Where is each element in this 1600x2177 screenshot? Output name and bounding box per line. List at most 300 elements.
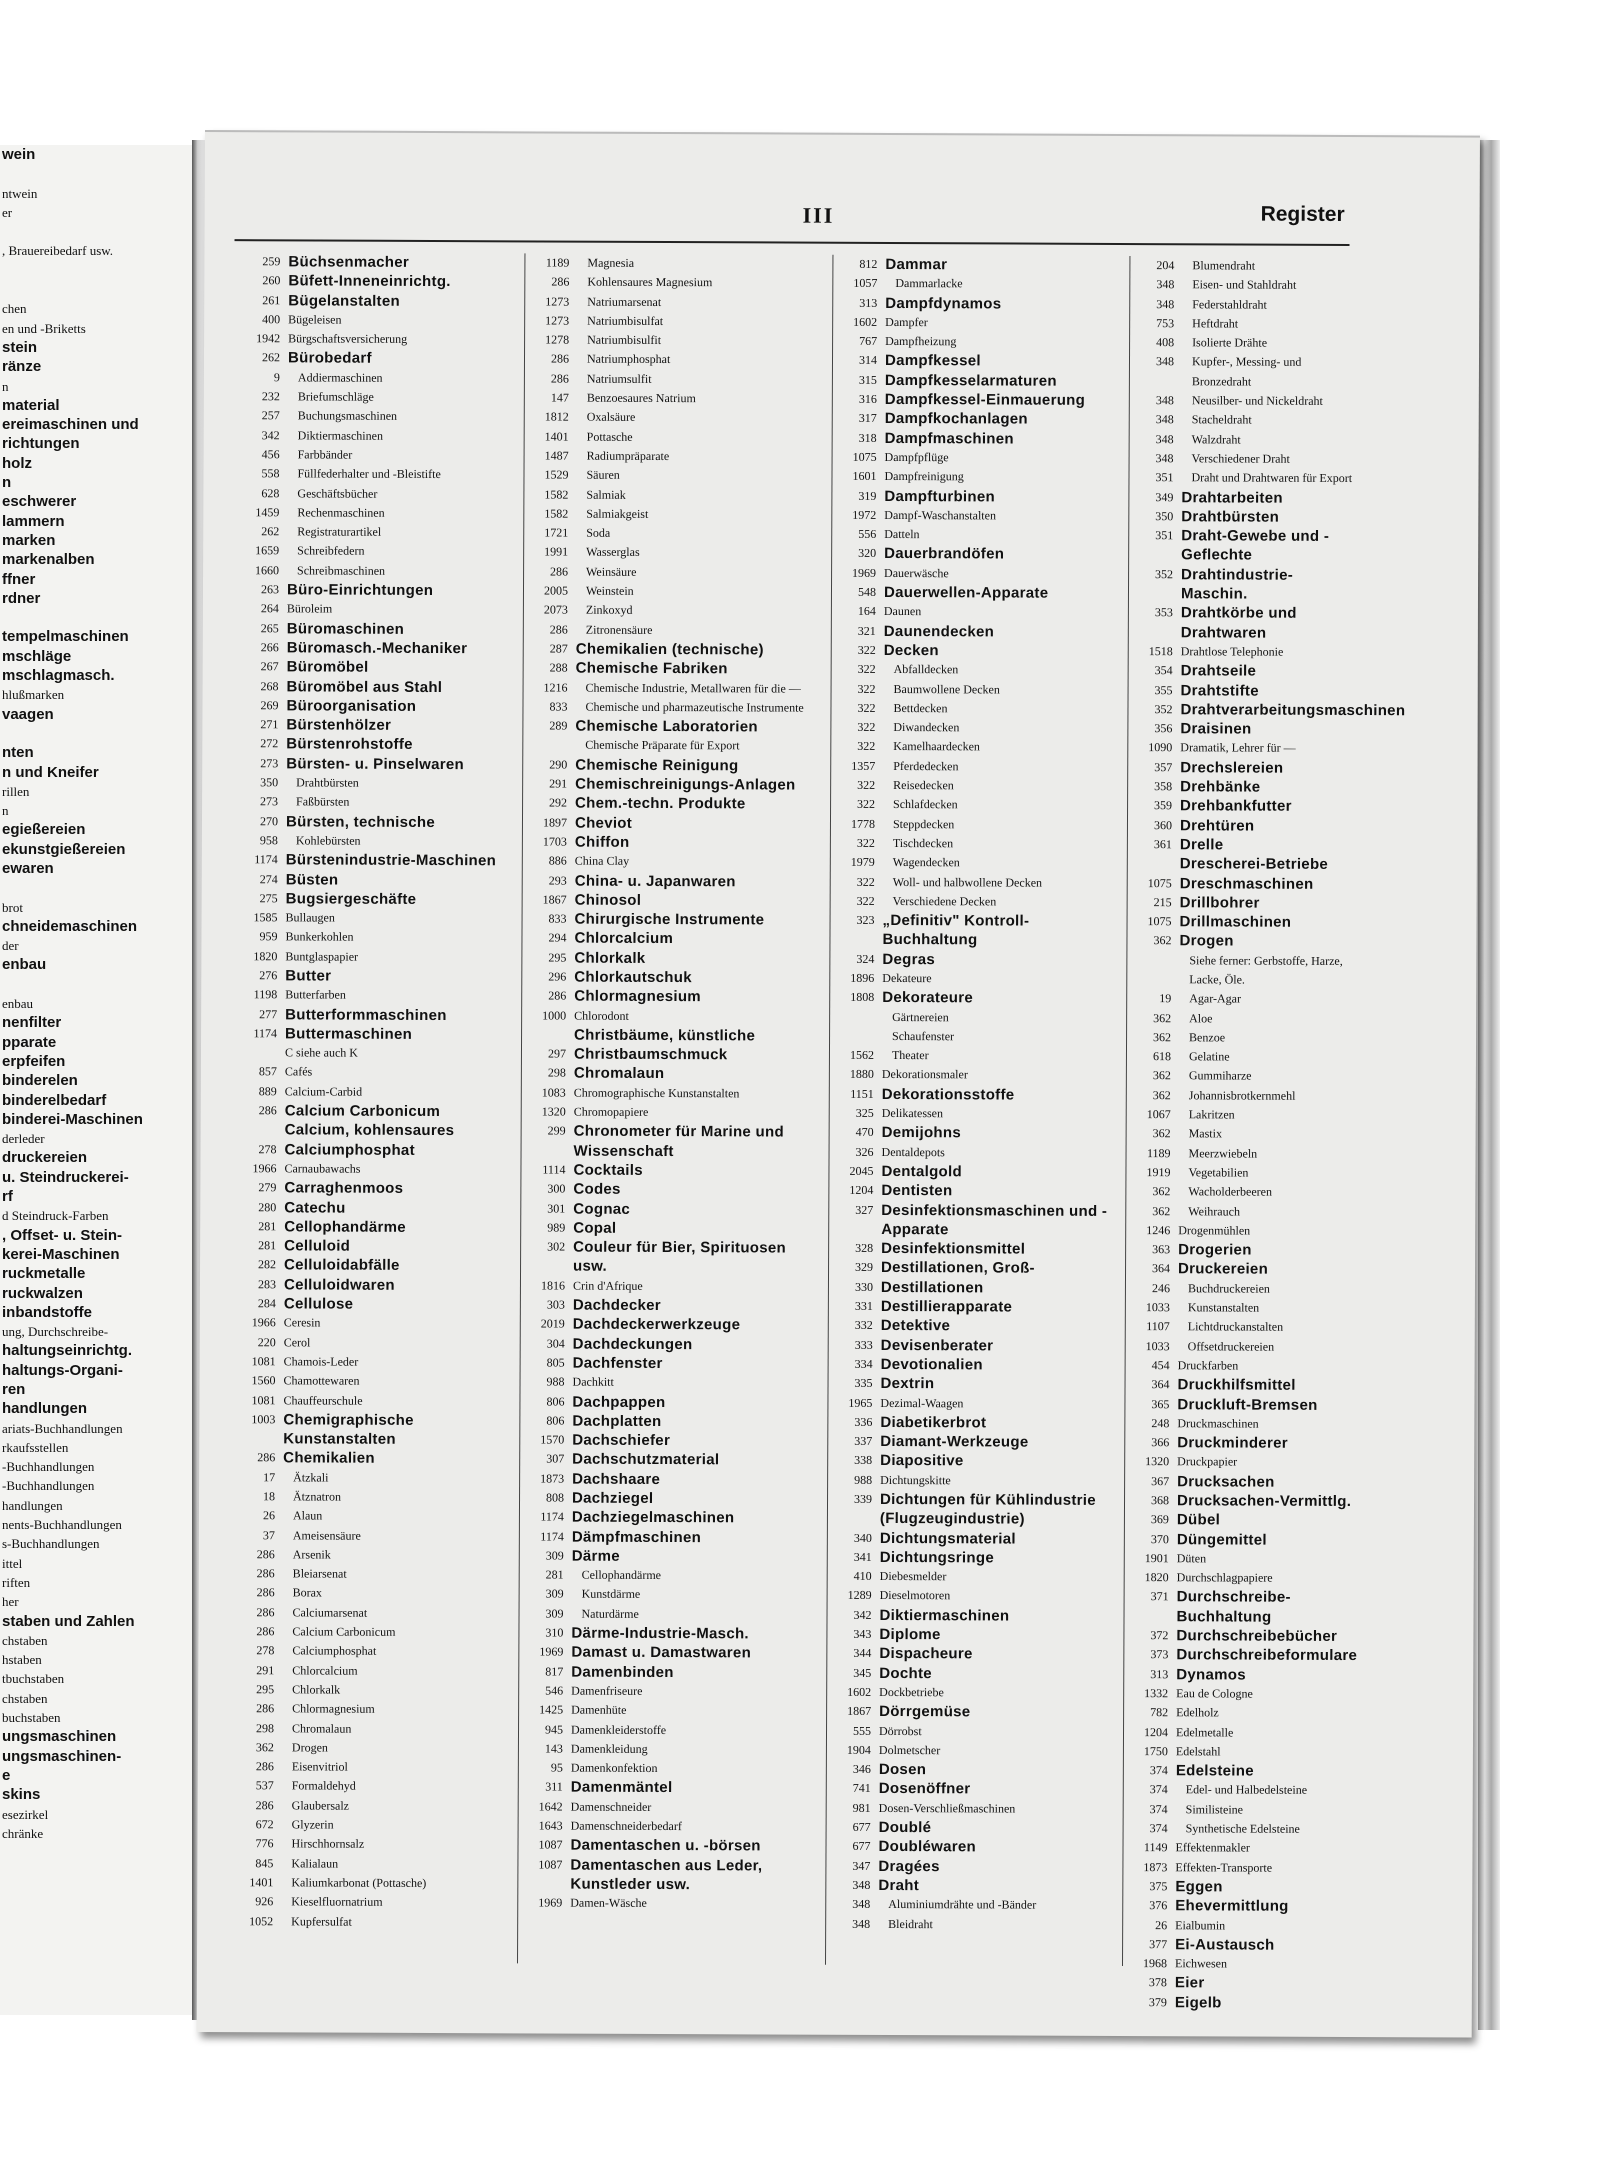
index-entry bbox=[233, 1120, 513, 1141]
index-entry bbox=[1129, 526, 1359, 566]
entry-page-ref: 981 bbox=[852, 1800, 871, 1815]
entry-term: Johannisbrotkernmehl bbox=[1188, 1088, 1296, 1103]
entry-term: Druckereien bbox=[1178, 1260, 1269, 1279]
index-entry bbox=[828, 1586, 1118, 1607]
left-page-line: riften bbox=[2, 1574, 31, 1590]
index-entry bbox=[523, 774, 821, 795]
index-entry bbox=[233, 947, 513, 968]
index-entry bbox=[1124, 1703, 1354, 1723]
entry-term: Benzoesaures Natrium bbox=[586, 390, 696, 406]
entry-page-ref: 767 bbox=[859, 334, 878, 349]
entry-term: Chirurgische Instrumente bbox=[574, 910, 765, 929]
entry-term: Dampfer bbox=[885, 314, 928, 330]
entry-page-ref: 1052 bbox=[249, 1913, 274, 1928]
entry-term: Damenschneiderbedarf bbox=[570, 1818, 682, 1834]
index-entry bbox=[523, 871, 821, 892]
entry-term: Druckmaschinen bbox=[1177, 1416, 1259, 1431]
index-entry bbox=[833, 351, 1123, 372]
entry-page-ref: 343 bbox=[853, 1626, 872, 1642]
index-entry bbox=[833, 332, 1123, 353]
index-entry bbox=[830, 1007, 1120, 1028]
left-page-line: ruckmetalle bbox=[2, 1265, 86, 1283]
entry-page-ref: 295 bbox=[548, 950, 567, 965]
entry-term: Destillationen bbox=[880, 1278, 984, 1297]
entry-term: Crin d'Afrique bbox=[572, 1278, 643, 1293]
entry-term: Weinsäure bbox=[586, 564, 637, 579]
entry-page-ref: 286 bbox=[548, 988, 567, 1003]
index-entry bbox=[1129, 488, 1359, 508]
entry-page-ref: 555 bbox=[852, 1723, 872, 1738]
index-entry bbox=[827, 1760, 1117, 1781]
index-entry bbox=[1126, 1298, 1356, 1318]
entry-term: Drahtstifte bbox=[1180, 681, 1259, 700]
entry-term: Codes bbox=[573, 1180, 621, 1199]
entry-term: Synthetische Edelsteine bbox=[1185, 1821, 1300, 1836]
entry-page-ref: 833 bbox=[549, 699, 568, 714]
index-entry bbox=[236, 349, 516, 370]
entry-term: Drahtbürsten bbox=[296, 775, 359, 790]
entry-page-ref: 1273 bbox=[545, 294, 570, 309]
entry-page-ref: 1189 bbox=[1146, 1145, 1171, 1160]
entry-term: Couleur für Bier, Spirituosen usw. bbox=[573, 1238, 787, 1276]
index-entry bbox=[524, 543, 822, 564]
entry-term: Druckhilfsmittel bbox=[1177, 1376, 1296, 1394]
entry-term: Büroorganisation bbox=[286, 697, 417, 715]
entry-page-ref: 282 bbox=[258, 1257, 277, 1272]
left-page-line: ren bbox=[2, 1381, 26, 1398]
entry-term: Kupfer-, Messing- und Bronzedraht bbox=[1191, 354, 1302, 389]
index-entry bbox=[233, 985, 513, 1006]
entry-page-ref: 286 bbox=[549, 622, 568, 637]
entry-term: Dentisten bbox=[881, 1182, 953, 1200]
entry-term: Farbbänder bbox=[297, 447, 353, 462]
entry-term: Chauffeurschule bbox=[283, 1392, 363, 1408]
index-entry bbox=[235, 484, 515, 505]
index-entry bbox=[1127, 1086, 1357, 1106]
entry-page-ref: 348 bbox=[1155, 354, 1175, 369]
entry-term: Chemischreinigungs-Anlagen bbox=[575, 775, 796, 794]
index-entry bbox=[234, 870, 514, 891]
entry-page-ref: 9 bbox=[273, 370, 280, 385]
entry-term: Chromalaun bbox=[291, 1720, 352, 1736]
entry-term: Blumendraht bbox=[1192, 258, 1256, 273]
entry-term: Chlormagnesium bbox=[574, 987, 701, 1006]
entry-page-ref: 374 bbox=[1149, 1801, 1168, 1816]
entry-term: Walzdraht bbox=[1191, 431, 1241, 447]
entry-page-ref: 364 bbox=[1152, 1261, 1171, 1276]
left-page-line: , Offset- u. Stein- bbox=[2, 1226, 122, 1244]
entry-term: Chromalaun bbox=[573, 1065, 665, 1083]
entry-page-ref: 286 bbox=[258, 1103, 277, 1118]
index-entry bbox=[524, 562, 822, 583]
index-entry bbox=[520, 1508, 818, 1529]
entry-page-ref: 470 bbox=[855, 1125, 874, 1140]
entry-term: Damast u. Damastwaren bbox=[571, 1643, 752, 1662]
index-entry bbox=[525, 253, 823, 274]
entry-page-ref: 348 bbox=[1156, 296, 1175, 311]
index-entry bbox=[828, 1451, 1118, 1472]
entry-page-ref: 286 bbox=[256, 1605, 275, 1620]
entry-page-ref: 1721 bbox=[544, 525, 569, 540]
entry-page-ref: 1033 bbox=[1145, 1338, 1170, 1353]
index-entry bbox=[1125, 1433, 1355, 1453]
index-entry bbox=[1129, 603, 1359, 643]
entry-page-ref: 320 bbox=[858, 546, 877, 561]
entry-page-ref: 378 bbox=[1148, 1975, 1167, 1990]
index-entry bbox=[233, 1063, 513, 1084]
entry-page-ref: 362 bbox=[1152, 1203, 1171, 1218]
index-entry bbox=[520, 1373, 818, 1394]
index-entry bbox=[232, 1294, 512, 1315]
entry-term: Dosen-Verschließmaschinen bbox=[878, 1800, 1016, 1816]
left-page-line: u. Steindruckerei- bbox=[2, 1168, 129, 1186]
entry-term: Diebesmelder bbox=[879, 1569, 947, 1584]
entry-page-ref: 322 bbox=[857, 662, 876, 677]
entry-page-ref: 1873 bbox=[1143, 1859, 1168, 1874]
left-page-line: brot bbox=[2, 899, 23, 915]
index-entry bbox=[230, 1603, 510, 1624]
entry-term: Calciumarsenat bbox=[292, 1605, 368, 1620]
entry-term: Rechenmaschinen bbox=[297, 505, 385, 520]
entry-page-ref: 362 bbox=[1153, 1010, 1172, 1025]
entry-term: Bleidraht bbox=[888, 1916, 933, 1931]
entry-term: Mastix bbox=[1188, 1126, 1223, 1141]
entry-term: Effekten-Transporte bbox=[1175, 1859, 1273, 1875]
entry-page-ref: 370 bbox=[1150, 1531, 1169, 1546]
entry-page-ref: 309 bbox=[545, 1548, 564, 1563]
index-entry bbox=[520, 1430, 818, 1451]
entry-page-ref: 367 bbox=[1151, 1473, 1170, 1488]
entry-term: Diamant-Werkzeuge bbox=[880, 1433, 1029, 1451]
entry-page-ref: 1081 bbox=[251, 1354, 276, 1369]
left-page-line: binderelbedarf bbox=[2, 1091, 107, 1109]
entry-page-ref: 1174 bbox=[540, 1509, 564, 1524]
entry-term: Büromasch.-Mechaniker bbox=[286, 639, 468, 658]
index-entry bbox=[235, 638, 515, 659]
entry-term: Eier bbox=[1174, 1974, 1205, 1992]
index-entry bbox=[230, 1796, 510, 1817]
entry-term: Drahtkörbe und Drahtwaren bbox=[1180, 604, 1297, 642]
entry-term: Lichtdruckanstalten bbox=[1187, 1319, 1284, 1335]
entry-page-ref: 1204 bbox=[849, 1183, 874, 1198]
entry-term: Dörrgemüse bbox=[879, 1703, 971, 1721]
left-page-line: tempelmaschinen bbox=[2, 628, 129, 646]
entry-term: Drahtverarbeitungsmaschinen bbox=[1180, 701, 1406, 720]
index-entry bbox=[829, 1355, 1119, 1376]
entry-term: Drucksachen-Vermittlg. bbox=[1176, 1492, 1352, 1511]
index-entry bbox=[523, 717, 821, 738]
page-title: Register bbox=[1260, 202, 1345, 226]
index-entry bbox=[1124, 1742, 1354, 1762]
entry-term: Dörrobst bbox=[878, 1723, 922, 1738]
entry-term: Drucksachen bbox=[1177, 1472, 1275, 1491]
index-entry bbox=[832, 544, 1122, 565]
index-entry bbox=[1125, 1414, 1355, 1434]
entry-page-ref: 379 bbox=[1148, 1994, 1167, 2009]
index-entry bbox=[1128, 758, 1358, 778]
entry-page-ref: 328 bbox=[855, 1240, 874, 1256]
index-entry bbox=[831, 892, 1121, 913]
index-entry bbox=[1127, 1105, 1357, 1125]
index-entry bbox=[1129, 507, 1359, 527]
index-entry bbox=[233, 966, 513, 987]
index-entry bbox=[1125, 1510, 1355, 1530]
index-entry bbox=[1124, 1819, 1354, 1839]
index-entry bbox=[833, 274, 1123, 295]
index-entry bbox=[1130, 410, 1360, 430]
entry-term: Gelatine bbox=[1188, 1049, 1230, 1064]
entry-term: Büfett-Inneneinrichtg. bbox=[288, 272, 451, 291]
left-page-line: , Brauereibedarf usw. bbox=[2, 243, 114, 259]
left-page-line: kerei-Maschinen bbox=[2, 1245, 120, 1263]
index-entry bbox=[830, 1065, 1120, 1086]
entry-term: Calciumphosphat bbox=[292, 1643, 377, 1659]
entry-page-ref: 286 bbox=[256, 1547, 275, 1562]
entry-term: Büsten bbox=[285, 870, 339, 889]
entry-term: Dochte bbox=[879, 1664, 932, 1682]
entry-term: Vegetabilien bbox=[1188, 1165, 1249, 1180]
index-entry bbox=[236, 445, 516, 466]
entry-page-ref: 314 bbox=[858, 353, 878, 368]
entry-page-ref: 286 bbox=[256, 1701, 275, 1716]
left-page-fragment bbox=[0, 145, 195, 2015]
entry-page-ref: 268 bbox=[260, 678, 279, 693]
index-entry bbox=[829, 1316, 1119, 1337]
entry-term: Dosenöffner bbox=[878, 1780, 971, 1798]
entry-page-ref: 281 bbox=[258, 1219, 277, 1234]
left-page-line: mschlagmasch. bbox=[2, 667, 115, 685]
entry-term: Därme-Industrie-Masch. bbox=[571, 1624, 749, 1643]
index-entry bbox=[236, 368, 516, 389]
entry-page-ref: 1320 bbox=[1145, 1454, 1170, 1469]
left-page-line: en und -Briketts bbox=[2, 320, 86, 336]
left-page-line: binderei-Maschinen bbox=[2, 1110, 143, 1128]
entry-term: Dolmetscher bbox=[878, 1742, 941, 1758]
index-entry bbox=[827, 1818, 1117, 1839]
entry-term: Damenbinden bbox=[571, 1663, 674, 1681]
index-entry bbox=[521, 1334, 819, 1355]
entry-page-ref: 348 bbox=[1155, 393, 1174, 408]
index-entry bbox=[232, 1256, 512, 1277]
entry-term: Diabetikerbrot bbox=[880, 1413, 987, 1432]
index-entry bbox=[1124, 1780, 1354, 1800]
entry-page-ref: 322 bbox=[856, 874, 875, 889]
index-entry bbox=[518, 1836, 816, 1857]
entry-term: Faßbürsten bbox=[296, 794, 350, 809]
index-entry bbox=[829, 1200, 1119, 1240]
entry-page-ref: 248 bbox=[1151, 1415, 1170, 1431]
entry-term: Chem.-techn. Produkte bbox=[575, 794, 746, 813]
entry-term: Dachfenster bbox=[572, 1354, 663, 1372]
entry-term: Bürstenindustrie-Maschinen bbox=[285, 851, 497, 870]
entry-term: Chlorkautschuk bbox=[574, 968, 692, 987]
entry-page-ref: 845 bbox=[255, 1855, 274, 1870]
entry-term: Dragées bbox=[878, 1857, 940, 1875]
entry-term: Doubléwaren bbox=[878, 1838, 977, 1856]
entry-term: Devotionalien bbox=[880, 1355, 983, 1374]
entry-page-ref: 271 bbox=[260, 717, 279, 732]
index-entry bbox=[519, 1797, 817, 1818]
index-entry bbox=[235, 657, 515, 678]
left-page-line: stein bbox=[2, 338, 38, 356]
index-entry bbox=[1130, 256, 1360, 276]
index-entry bbox=[828, 1432, 1118, 1453]
left-page-line: chstaben bbox=[2, 1632, 48, 1648]
entry-term: Federstahldraht bbox=[1192, 296, 1267, 312]
entry-page-ref: 17 bbox=[263, 1469, 276, 1485]
entry-term: Butterfarben bbox=[285, 987, 346, 1002]
entry-term: Salmiakgeist bbox=[586, 506, 649, 521]
entry-page-ref: 805 bbox=[546, 1355, 565, 1370]
entry-page-ref: 362 bbox=[1152, 1126, 1171, 1141]
index-column-4 bbox=[1122, 256, 1406, 2012]
left-page-line: ariats-Buchhandlungen bbox=[2, 1420, 123, 1436]
index-entry bbox=[1129, 681, 1359, 701]
index-entry bbox=[519, 1701, 817, 1722]
entry-page-ref: 362 bbox=[1152, 1087, 1171, 1102]
left-page-line: d Steindruck-Farben bbox=[2, 1208, 109, 1224]
left-page-line: esezirkel bbox=[2, 1806, 49, 1822]
entry-page-ref: 232 bbox=[261, 389, 280, 404]
index-entry bbox=[1128, 854, 1358, 874]
index-entry bbox=[231, 1545, 511, 1566]
entry-term: Radiumpräparate bbox=[586, 448, 670, 463]
left-page-line: marken bbox=[2, 531, 56, 549]
index-entry bbox=[523, 755, 821, 776]
left-page-line: lammern bbox=[2, 512, 65, 530]
index-entry bbox=[521, 1180, 819, 1201]
index-entry bbox=[233, 1043, 513, 1064]
entry-term: Dampfkessel-Einmauerung bbox=[884, 391, 1086, 409]
entry-term: Füllfederhalter und -Bleistifte bbox=[297, 466, 441, 482]
entry-term: Dübel bbox=[1176, 1511, 1221, 1529]
entry-term: Dampfturbinen bbox=[884, 487, 996, 506]
index-entry bbox=[1126, 1279, 1356, 1299]
index-entry bbox=[229, 1854, 509, 1875]
entry-term: Borax bbox=[292, 1585, 322, 1601]
left-page-line: ewaren bbox=[2, 859, 54, 877]
entry-term: Dachshaare bbox=[572, 1470, 661, 1488]
entry-term: Edelmetalle bbox=[1175, 1724, 1234, 1740]
left-page-line: nents-Buchhandlungen bbox=[2, 1517, 122, 1533]
index-entry bbox=[1127, 951, 1357, 991]
entry-page-ref: 322 bbox=[857, 777, 876, 792]
entry-term: Celluloidabfälle bbox=[284, 1256, 400, 1275]
left-page-line: ereimaschinen und bbox=[2, 416, 139, 434]
entry-term: Agar-Agar bbox=[1189, 991, 1241, 1006]
index-entry bbox=[829, 1297, 1119, 1318]
index-entry bbox=[1125, 1568, 1355, 1588]
entry-term: Ameisensäure bbox=[292, 1527, 361, 1543]
entry-page-ref: 1174 bbox=[254, 852, 278, 867]
index-entry bbox=[1126, 1259, 1356, 1279]
index-entry bbox=[519, 1643, 817, 1664]
index-entry bbox=[520, 1566, 818, 1587]
left-page-line: inbandstoffe bbox=[2, 1303, 92, 1321]
entry-page-ref: 945 bbox=[544, 1722, 564, 1737]
entry-term: Diktiermaschinen bbox=[879, 1606, 1010, 1625]
index-entry bbox=[830, 1085, 1120, 1106]
entry-page-ref: 342 bbox=[261, 427, 280, 443]
entry-term: Naturdärme bbox=[581, 1606, 639, 1621]
entry-term: Schreibfedern bbox=[297, 543, 365, 559]
entry-term: Bunkerkohlen bbox=[285, 929, 354, 945]
entry-term: Kunstdärme bbox=[581, 1587, 641, 1602]
entry-page-ref: 348 bbox=[1156, 277, 1175, 292]
entry-term: Diplome bbox=[879, 1626, 941, 1644]
entry-page-ref: 327 bbox=[855, 1202, 874, 1217]
entry-term: Kupfersulfat bbox=[291, 1913, 352, 1929]
entry-term: C siehe auch K bbox=[284, 1045, 358, 1060]
entry-term: Bürgschaftsversicherung bbox=[288, 331, 408, 347]
entry-page-ref: 339 bbox=[854, 1491, 873, 1506]
index-entry bbox=[522, 1006, 820, 1027]
index-entry bbox=[523, 832, 821, 853]
entry-page-ref: 556 bbox=[858, 527, 877, 542]
entry-page-ref: 817 bbox=[545, 1664, 564, 1679]
entry-term: Drechslereien bbox=[1180, 758, 1284, 777]
entry-page-ref: 886 bbox=[548, 853, 567, 868]
index-entry bbox=[521, 1160, 819, 1181]
entry-page-ref: 215 bbox=[1153, 894, 1172, 910]
index-entry bbox=[230, 1680, 510, 1701]
entry-term: Drehbänke bbox=[1180, 778, 1261, 796]
entry-page-ref: 1151 bbox=[850, 1086, 874, 1101]
entry-term: Bürsten, technische bbox=[285, 812, 436, 831]
entry-term: Ätznatron bbox=[293, 1489, 342, 1504]
entry-term: Destillationen, Groß- bbox=[881, 1259, 1035, 1278]
entry-page-ref: 1083 bbox=[541, 1085, 566, 1100]
entry-page-ref: 334 bbox=[854, 1356, 873, 1371]
entry-term: Glyzerin bbox=[291, 1817, 334, 1832]
index-entry bbox=[524, 581, 822, 602]
entry-term: Büchsenmacher bbox=[288, 253, 410, 271]
entry-page-ref: 330 bbox=[854, 1279, 873, 1294]
index-entry bbox=[232, 1217, 512, 1238]
entry-page-ref: 261 bbox=[262, 292, 281, 307]
entry-term: Buntglaspapier bbox=[285, 949, 359, 964]
entry-term: Catechu bbox=[284, 1198, 346, 1217]
entry-page-ref: 988 bbox=[854, 1472, 873, 1487]
entry-term: Kohlensaures Magnesium bbox=[587, 274, 713, 290]
entry-page-ref: 371 bbox=[1150, 1589, 1169, 1604]
entry-page-ref: 368 bbox=[1151, 1493, 1170, 1508]
entry-term: Baumwollene Decken bbox=[893, 681, 1000, 697]
index-entry bbox=[236, 426, 516, 447]
entry-term: Dammarlacke bbox=[895, 276, 963, 291]
entry-page-ref: 374 bbox=[1149, 1763, 1168, 1778]
entry-page-ref: 293 bbox=[548, 873, 567, 888]
index-entry bbox=[525, 388, 823, 409]
index-entry bbox=[522, 1045, 820, 1066]
entry-page-ref: 292 bbox=[549, 795, 568, 810]
entry-term: Damentaschen u. -börsen bbox=[570, 1836, 761, 1855]
entry-page-ref: 220 bbox=[257, 1334, 276, 1349]
index-entry bbox=[229, 1912, 509, 1933]
entry-term: Dauerwäsche bbox=[884, 565, 949, 580]
entry-page-ref: 1273 bbox=[545, 313, 570, 328]
index-entry bbox=[826, 1837, 1116, 1858]
left-page-line: enbau bbox=[2, 996, 34, 1012]
index-entry bbox=[829, 1335, 1119, 1356]
left-page-line: n bbox=[2, 474, 12, 492]
entry-term: Chemische Industrie, Metallwaren für die — bbox=[585, 680, 801, 696]
entry-page-ref: 315 bbox=[858, 372, 877, 387]
entry-term: Chamottewaren bbox=[283, 1373, 360, 1388]
entry-page-ref: 348 bbox=[1155, 451, 1174, 466]
index-entry bbox=[524, 620, 822, 641]
entry-page-ref: 1149 bbox=[1143, 1840, 1168, 1855]
